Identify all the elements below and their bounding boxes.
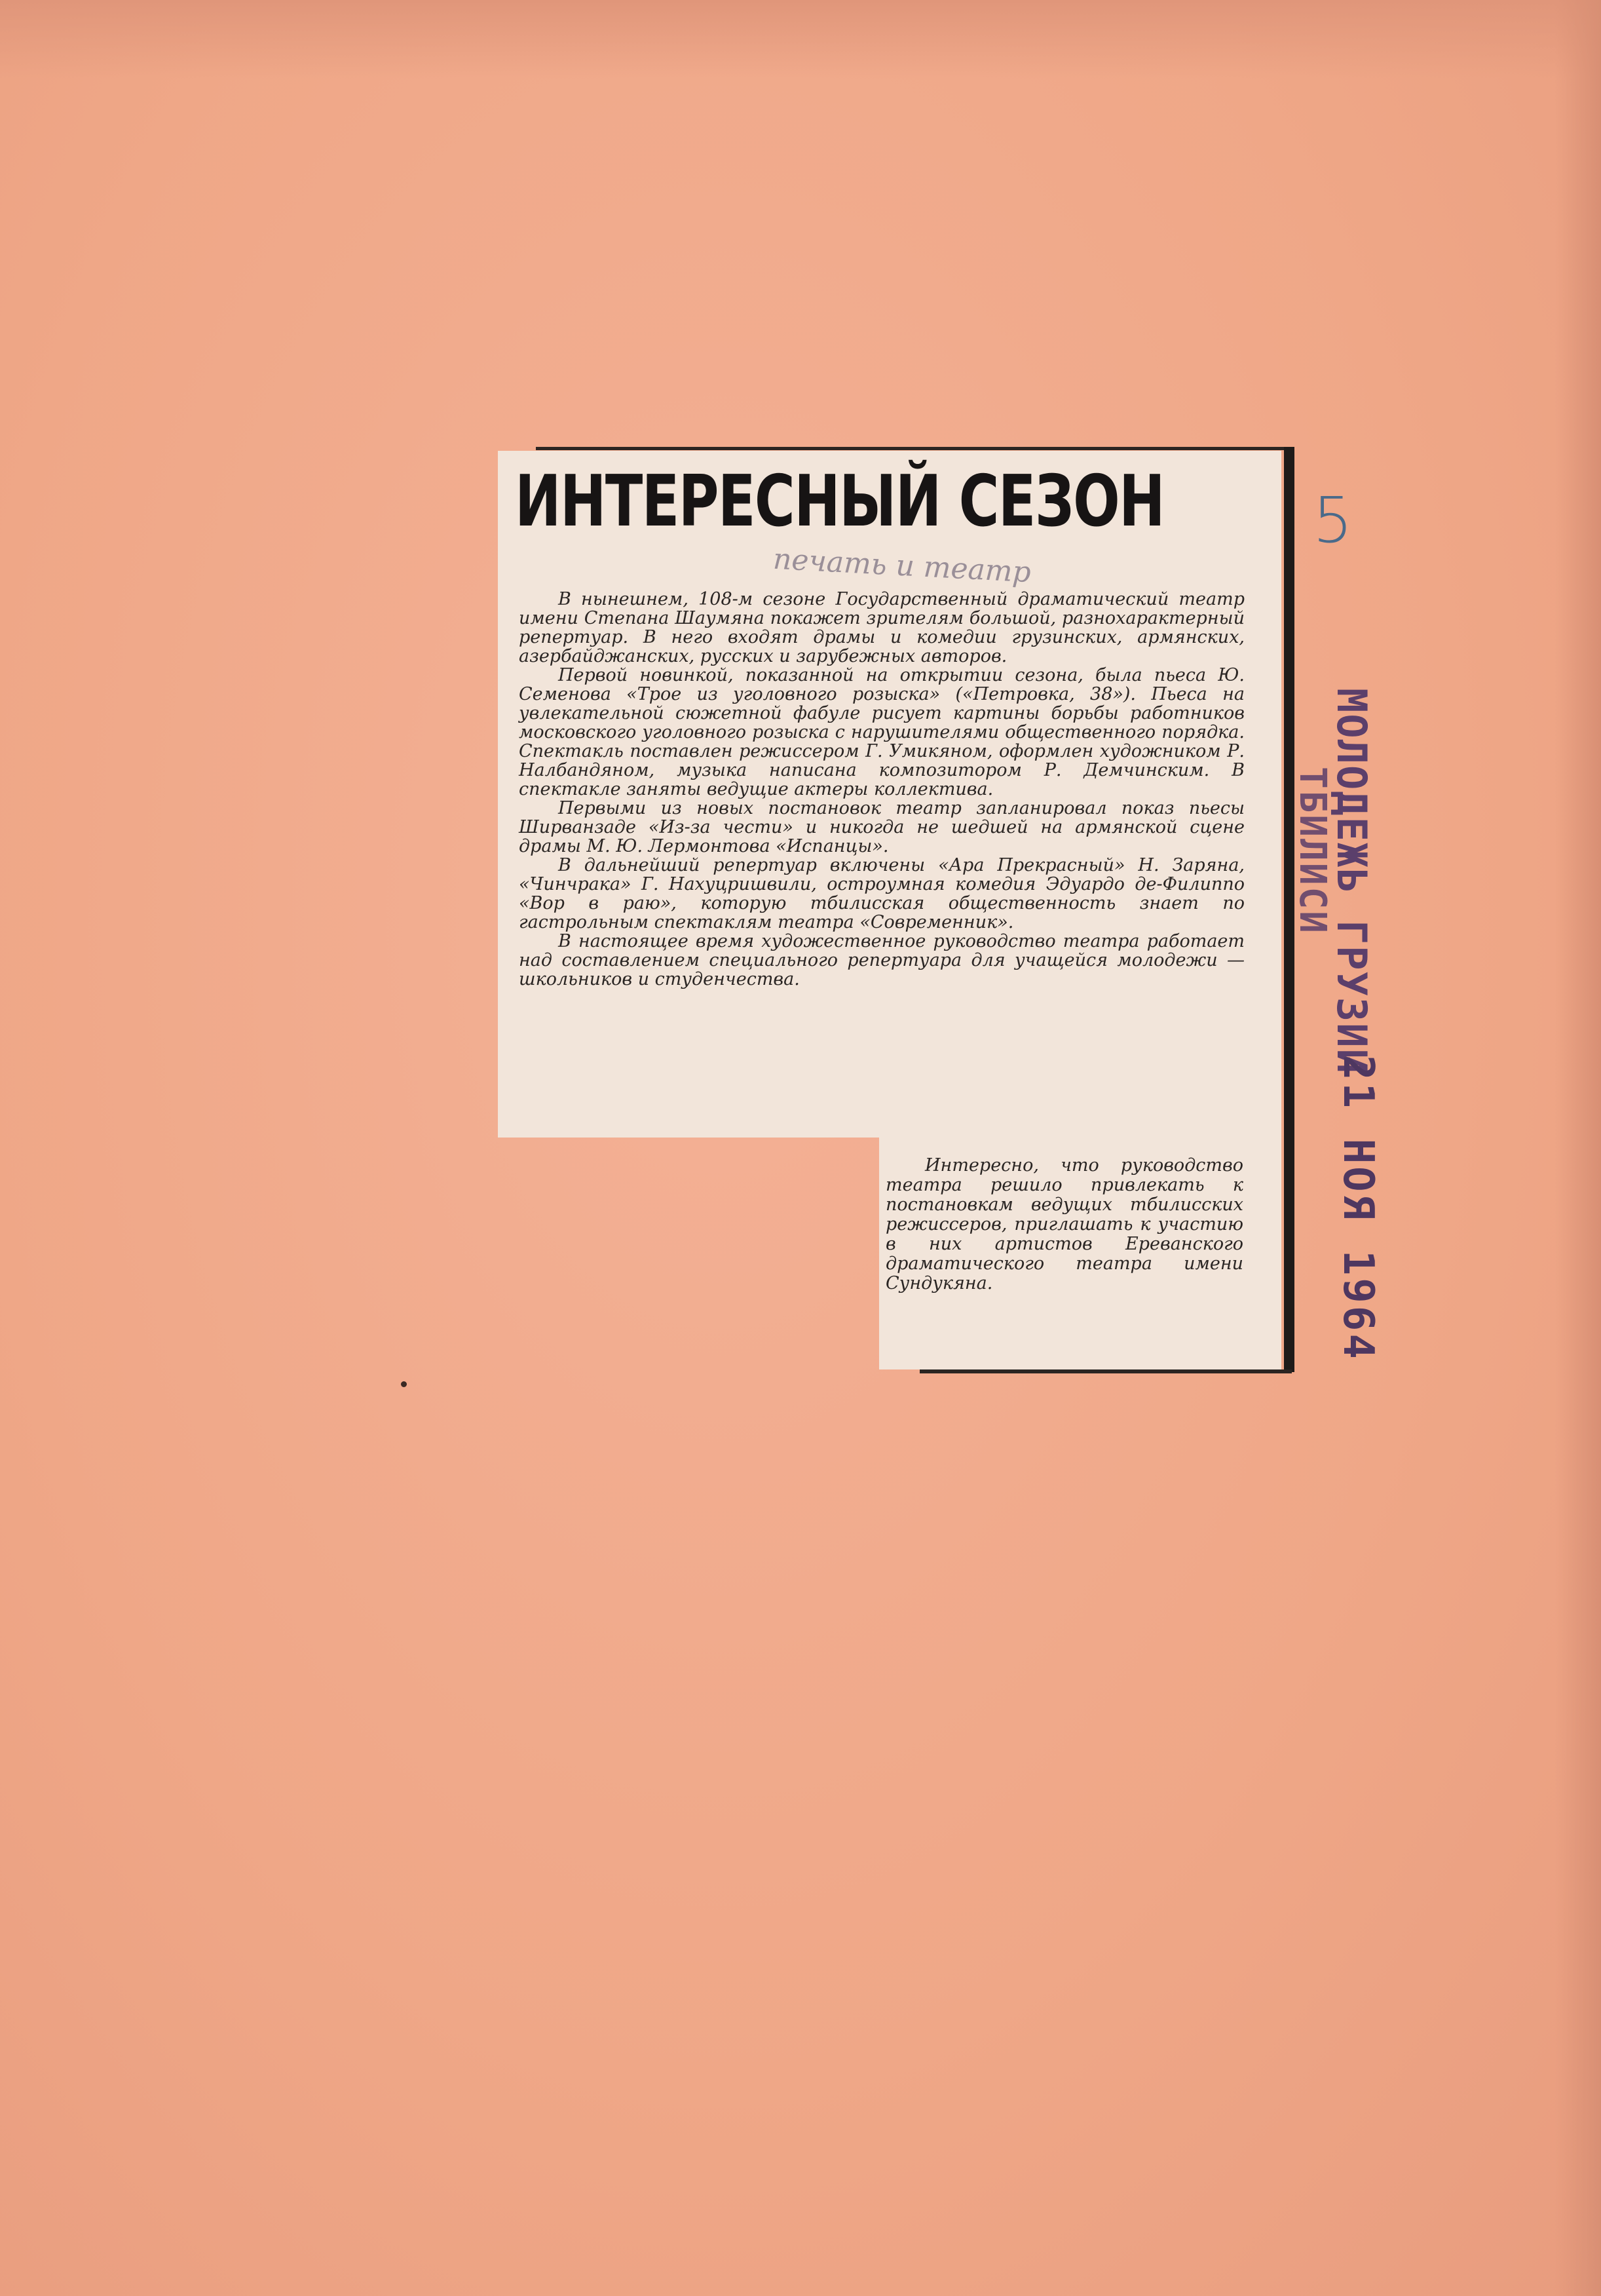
ink-speck — [401, 1381, 407, 1387]
paper-edge-shadow — [0, 0, 1601, 79]
stamp-newspaper-name: МОЛОДЕЖЬ ГРУЗИИ — [1328, 688, 1376, 1075]
article-paragraph: В дальнейший репертуар включены «Ара Прекрасный» Н. Заряна, «Чинчрака» Г. Нахуцришвили, остроумная комедия Эдуардо де-Филиппо «Вор в раю», которую тбилисская общественность знает по гастрольным спектаклям театра «Современник». — [519, 855, 1245, 932]
stamp-date: 21 НОЯ 1964 — [1334, 1055, 1382, 1362]
article-paragraph: Первой новинкой, показанной на открытии сезона, была пьеса Ю. Семенова «Трое из уголовного розыска» («Петровка, 38»). Пьеса на увлекательной сюжетной фабуле рисует картины борьбы работников московского уголовного розыска с нарушителями общественного порядка. Спектакль поставлен режиссером Г. Умикяном, оформлен художником Р. Налбандяном, музыка написана композитором Р. Демчинским. В спектакле заняты ведущие актеры коллектива. — [519, 665, 1245, 799]
article-paragraph: В настоящее время художественное руководство театра работает над составлением специального репертуара для учащейся молодежи — школьников и студенчества. — [519, 931, 1245, 989]
article-paragraph: Первыми из новых постановок театр запланировал показ пьесы Ширванзаде «Из-за чести» и никогда не шедшей на армянской сцене драмы М. Ю. Лермонтова «Испанцы». — [519, 798, 1245, 856]
handwritten-note: печать и театр — [772, 542, 1032, 590]
pencil-page-number: 5 — [1313, 484, 1353, 557]
article-body — [519, 590, 1245, 989]
article-paragraph: Интересно, что руководство театра решило привлекать к постановкам ведущих тбилисских режиссеров, приглашать к участию в них артистов Ереванского драматического театра имени Сундукяна. — [886, 1155, 1243, 1293]
article-paragraph: В нынешнем, 108-м сезоне Государственный драматический театр имени Степана Шаумяна покажет зрителям большой, разнохарактерный репертуар. В него входят драмы и комедии грузинских, армянских, азербайджанских, русских и зарубежных авторов. — [519, 589, 1245, 666]
paper-edge-shadow-right — [1555, 0, 1601, 2296]
stamp-city: ТБИЛИСИ — [1291, 767, 1334, 936]
article-headline: ИНТЕРЕСНЫЙ СЕЗОН — [515, 461, 1165, 543]
article-body-lower — [886, 1122, 1243, 1293]
clipping-bottom-rule — [920, 1369, 1292, 1373]
clipping-top-rule — [536, 447, 1294, 450]
